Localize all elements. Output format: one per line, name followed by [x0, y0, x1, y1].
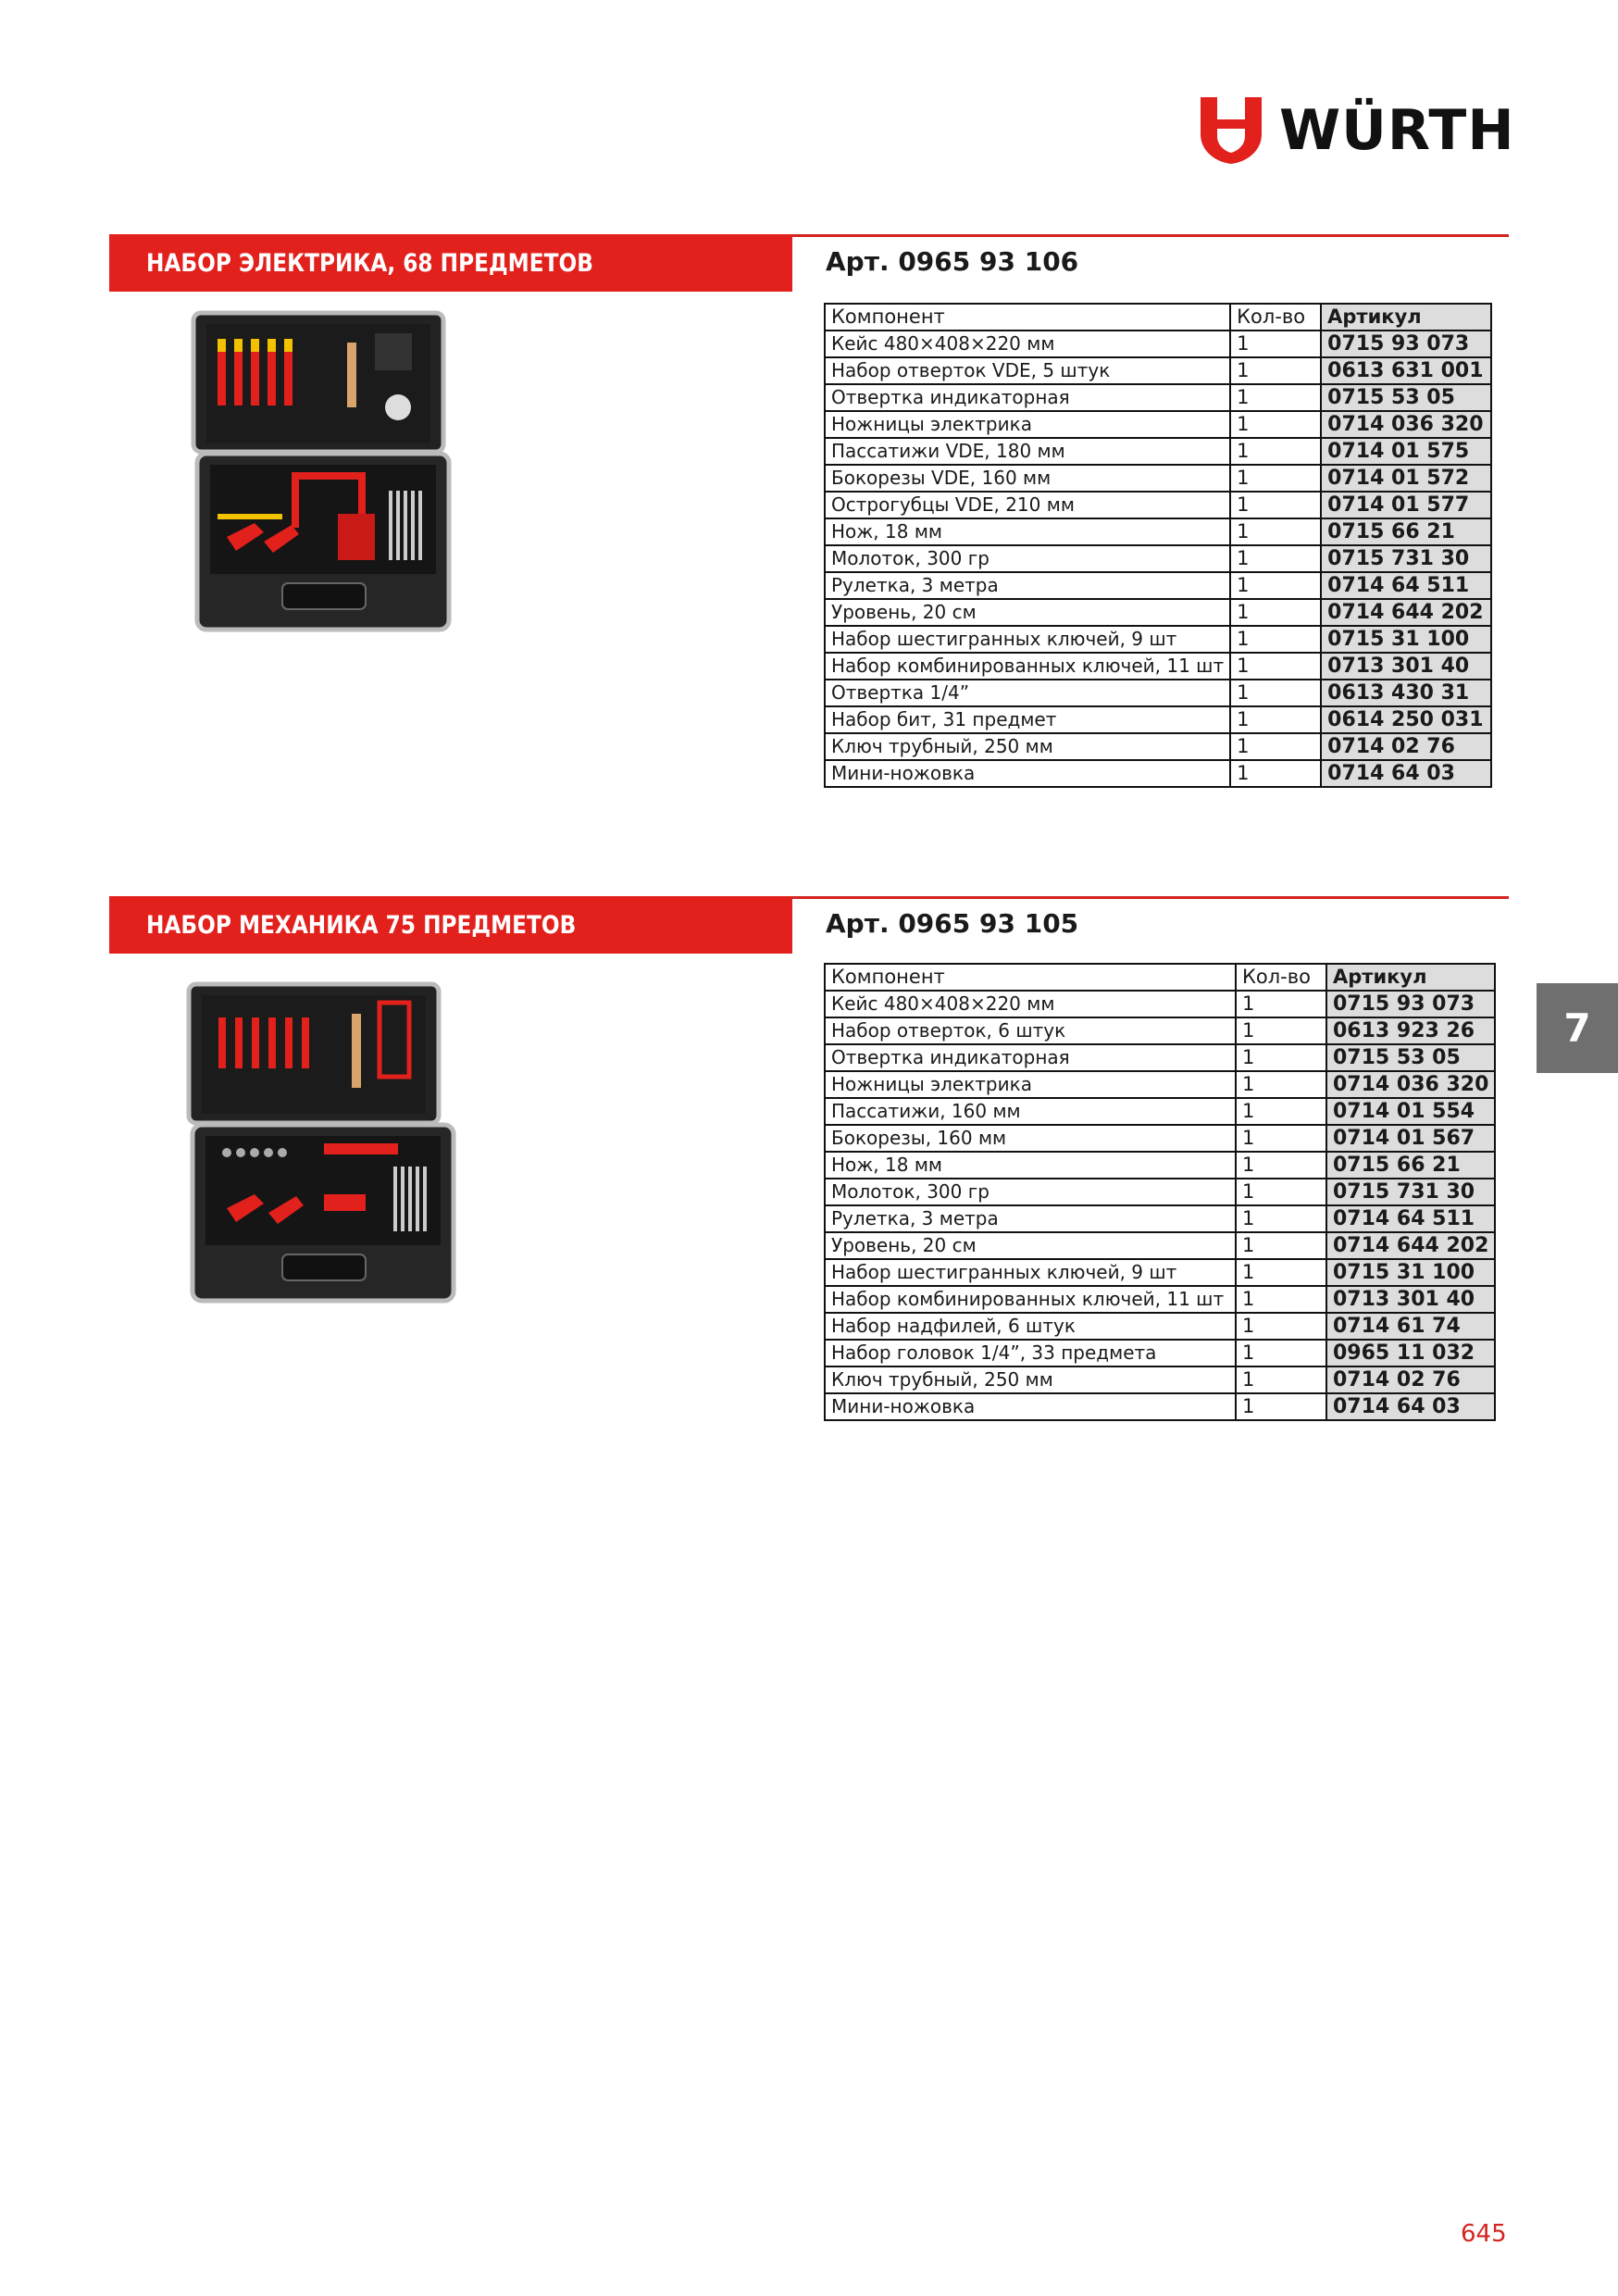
component-code: 0715 66 21 — [1326, 1152, 1495, 1179]
component-code: 0714 01 554 — [1326, 1098, 1495, 1125]
component-code: 0715 53 05 — [1321, 384, 1491, 411]
component-code: 0715 731 30 — [1326, 1179, 1495, 1205]
wurth-logo-mark — [1201, 97, 1262, 164]
table-row — [825, 706, 1491, 733]
component-qty: 1 — [1230, 545, 1321, 572]
table-row — [825, 653, 1491, 680]
component-qty: 1 — [1230, 518, 1321, 545]
table-row — [825, 331, 1491, 357]
component-name: Пассатижи, 160 мм — [825, 1098, 1236, 1125]
component-name: Бокорезы VDE, 160 мм — [825, 465, 1230, 492]
section-title: НАБОР МЕХАНИКА 75 ПРЕДМЕТОВ — [146, 911, 577, 940]
components-table — [824, 303, 1492, 788]
table-row — [825, 1259, 1495, 1286]
table-row — [825, 1366, 1495, 1393]
component-qty: 1 — [1236, 1340, 1326, 1366]
component-name: Набор головок 1/4”, 33 предмета — [825, 1340, 1236, 1366]
component-qty: 1 — [1230, 492, 1321, 518]
column-header-component: Компонент — [825, 304, 1230, 331]
component-code: 0714 64 03 — [1326, 1393, 1495, 1420]
component-name: Набор комбинированных ключей, 11 шт — [825, 1286, 1236, 1313]
column-header-qty: Кол-во — [1236, 964, 1326, 991]
component-name: Набор надфилей, 6 штук — [825, 1313, 1236, 1340]
component-name: Рулетка, 3 метра — [825, 1205, 1236, 1232]
article-number: Арт. 0965 93 106 — [826, 246, 1079, 277]
table-row — [825, 492, 1491, 518]
component-qty: 1 — [1236, 1152, 1326, 1179]
table-row — [825, 411, 1491, 438]
chapter-tab: 7 — [1537, 983, 1618, 1073]
component-name: Бокорезы, 160 мм — [825, 1125, 1236, 1152]
column-header-code: Артикул — [1326, 964, 1495, 991]
component-code: 0714 01 567 — [1326, 1125, 1495, 1152]
component-qty: 1 — [1236, 1366, 1326, 1393]
table-header-row — [825, 964, 1495, 991]
component-code: 0714 64 03 — [1321, 760, 1491, 787]
component-code: 0614 250 031 — [1321, 706, 1491, 733]
component-name: Набор отверток VDE, 5 штук — [825, 357, 1230, 384]
component-code: 0714 01 575 — [1321, 438, 1491, 465]
table-row — [825, 1340, 1495, 1366]
component-name: Набор бит, 31 предмет — [825, 706, 1230, 733]
component-qty: 1 — [1230, 760, 1321, 787]
component-qty: 1 — [1236, 1205, 1326, 1232]
component-code: 0714 64 511 — [1321, 572, 1491, 599]
component-code: 0713 301 40 — [1321, 653, 1491, 680]
component-code: 0715 31 100 — [1326, 1259, 1495, 1286]
component-name: Мини-ножовка — [825, 760, 1230, 787]
component-qty: 1 — [1236, 1098, 1326, 1125]
component-code: 0613 923 26 — [1326, 1017, 1495, 1044]
component-code: 0613 430 31 — [1321, 680, 1491, 706]
component-code: 0715 731 30 — [1321, 545, 1491, 572]
component-code: 0714 036 320 — [1326, 1071, 1495, 1098]
component-qty: 1 — [1230, 599, 1321, 626]
table-row — [825, 733, 1491, 760]
table-row — [825, 1286, 1495, 1313]
component-name: Набор шестигранных ключей, 9 шт — [825, 626, 1230, 653]
column-header-component: Компонент — [825, 964, 1236, 991]
table-row — [825, 1152, 1495, 1179]
component-qty: 1 — [1236, 1179, 1326, 1205]
component-code: 0715 66 21 — [1321, 518, 1491, 545]
component-name: Ножницы электрика — [825, 1071, 1236, 1098]
component-qty: 1 — [1230, 465, 1321, 492]
component-name: Отвертка индикаторная — [825, 1044, 1236, 1071]
component-qty: 1 — [1230, 626, 1321, 653]
component-code: 0714 036 320 — [1321, 411, 1491, 438]
section-rule — [792, 234, 1509, 237]
table-row — [825, 1044, 1495, 1071]
section-rule — [792, 896, 1509, 899]
component-name: Набор комбинированных ключей, 11 шт — [825, 653, 1230, 680]
table-row — [825, 1313, 1495, 1340]
component-qty: 1 — [1236, 1125, 1326, 1152]
component-name: Ключ трубный, 250 мм — [825, 1366, 1236, 1393]
table-row — [825, 572, 1491, 599]
component-name: Набор шестигранных ключей, 9 шт — [825, 1259, 1236, 1286]
table-row — [825, 991, 1495, 1017]
component-name: Рулетка, 3 метра — [825, 572, 1230, 599]
component-name: Нож, 18 мм — [825, 518, 1230, 545]
component-qty: 1 — [1230, 438, 1321, 465]
component-code: 0714 644 202 — [1326, 1232, 1495, 1259]
table-row — [825, 545, 1491, 572]
component-code: 0715 31 100 — [1321, 626, 1491, 653]
table-row — [825, 465, 1491, 492]
table-row — [825, 760, 1491, 787]
wurth-logo — [1201, 97, 1515, 164]
table-row — [825, 1205, 1495, 1232]
component-name: Ключ трубный, 250 мм — [825, 733, 1230, 760]
component-qty: 1 — [1236, 1044, 1326, 1071]
component-qty: 1 — [1236, 1071, 1326, 1098]
component-code: 0715 93 073 — [1326, 991, 1495, 1017]
table-row — [825, 518, 1491, 545]
component-qty: 1 — [1236, 1286, 1326, 1313]
table-row — [825, 1125, 1495, 1152]
component-qty: 1 — [1230, 411, 1321, 438]
component-qty: 1 — [1230, 680, 1321, 706]
table-row — [825, 1017, 1495, 1044]
component-name: Отвертка 1/4” — [825, 680, 1230, 706]
component-code: 0714 61 74 — [1326, 1313, 1495, 1340]
component-name: Молоток, 300 гр — [825, 545, 1230, 572]
component-code: 0713 301 40 — [1326, 1286, 1495, 1313]
component-qty: 1 — [1236, 1232, 1326, 1259]
table-row — [825, 438, 1491, 465]
table-row — [825, 357, 1491, 384]
column-header-code: Артикул — [1321, 304, 1491, 331]
component-qty: 1 — [1230, 357, 1321, 384]
component-qty: 1 — [1236, 1017, 1326, 1044]
component-name: Уровень, 20 см — [825, 1232, 1236, 1259]
component-name: Острогубцы VDE, 210 мм — [825, 492, 1230, 518]
component-qty: 1 — [1230, 653, 1321, 680]
component-code: 0714 644 202 — [1321, 599, 1491, 626]
table-header-row — [825, 304, 1491, 331]
table-row — [825, 1071, 1495, 1098]
page-number: 645 — [1461, 2220, 1507, 2248]
component-code: 0613 631 001 — [1321, 357, 1491, 384]
component-code: 0965 11 032 — [1326, 1340, 1495, 1366]
electrician-kit-photo — [190, 306, 458, 639]
component-code: 0714 02 76 — [1326, 1366, 1495, 1393]
component-qty: 1 — [1236, 991, 1326, 1017]
component-qty: 1 — [1230, 733, 1321, 760]
component-code: 0714 02 76 — [1321, 733, 1491, 760]
column-header-qty: Кол-во — [1230, 304, 1321, 331]
table-row — [825, 1098, 1495, 1125]
component-name: Мини-ножовка — [825, 1393, 1236, 1420]
article-number: Арт. 0965 93 105 — [826, 908, 1079, 939]
wurth-logo-text: WÜRTH — [1279, 98, 1515, 163]
component-qty: 1 — [1230, 384, 1321, 411]
mechanic-kit-photo — [185, 977, 463, 1310]
table-row — [825, 626, 1491, 653]
component-code: 0714 01 572 — [1321, 465, 1491, 492]
component-code: 0715 53 05 — [1326, 1044, 1495, 1071]
table-row — [825, 1393, 1495, 1420]
component-name: Ножницы электрика — [825, 411, 1230, 438]
components-table — [824, 963, 1496, 1421]
component-qty: 1 — [1236, 1259, 1326, 1286]
table-row — [825, 599, 1491, 626]
component-code: 0715 93 073 — [1321, 331, 1491, 357]
section-header-band — [109, 896, 792, 954]
component-name: Молоток, 300 гр — [825, 1179, 1236, 1205]
table-row — [825, 680, 1491, 706]
component-name: Нож, 18 мм — [825, 1152, 1236, 1179]
component-qty: 1 — [1230, 331, 1321, 357]
component-name: Отвертка индикаторная — [825, 384, 1230, 411]
component-qty: 1 — [1236, 1393, 1326, 1420]
section-header-band — [109, 234, 792, 292]
component-qty: 1 — [1230, 572, 1321, 599]
section-title: НАБОР ЭЛЕКТРИКА, 68 ПРЕДМЕТОВ — [146, 249, 593, 278]
component-code: 0714 64 511 — [1326, 1205, 1495, 1232]
table-row — [825, 384, 1491, 411]
component-qty: 1 — [1236, 1313, 1326, 1340]
table-row — [825, 1232, 1495, 1259]
component-name: Уровень, 20 см — [825, 599, 1230, 626]
component-code: 0714 01 577 — [1321, 492, 1491, 518]
component-name: Набор отверток, 6 штук — [825, 1017, 1236, 1044]
component-name: Пассатижи VDE, 180 мм — [825, 438, 1230, 465]
component-qty: 1 — [1230, 706, 1321, 733]
component-name: Кейс 480×408×220 мм — [825, 331, 1230, 357]
component-name: Кейс 480×408×220 мм — [825, 991, 1236, 1017]
table-row — [825, 1179, 1495, 1205]
